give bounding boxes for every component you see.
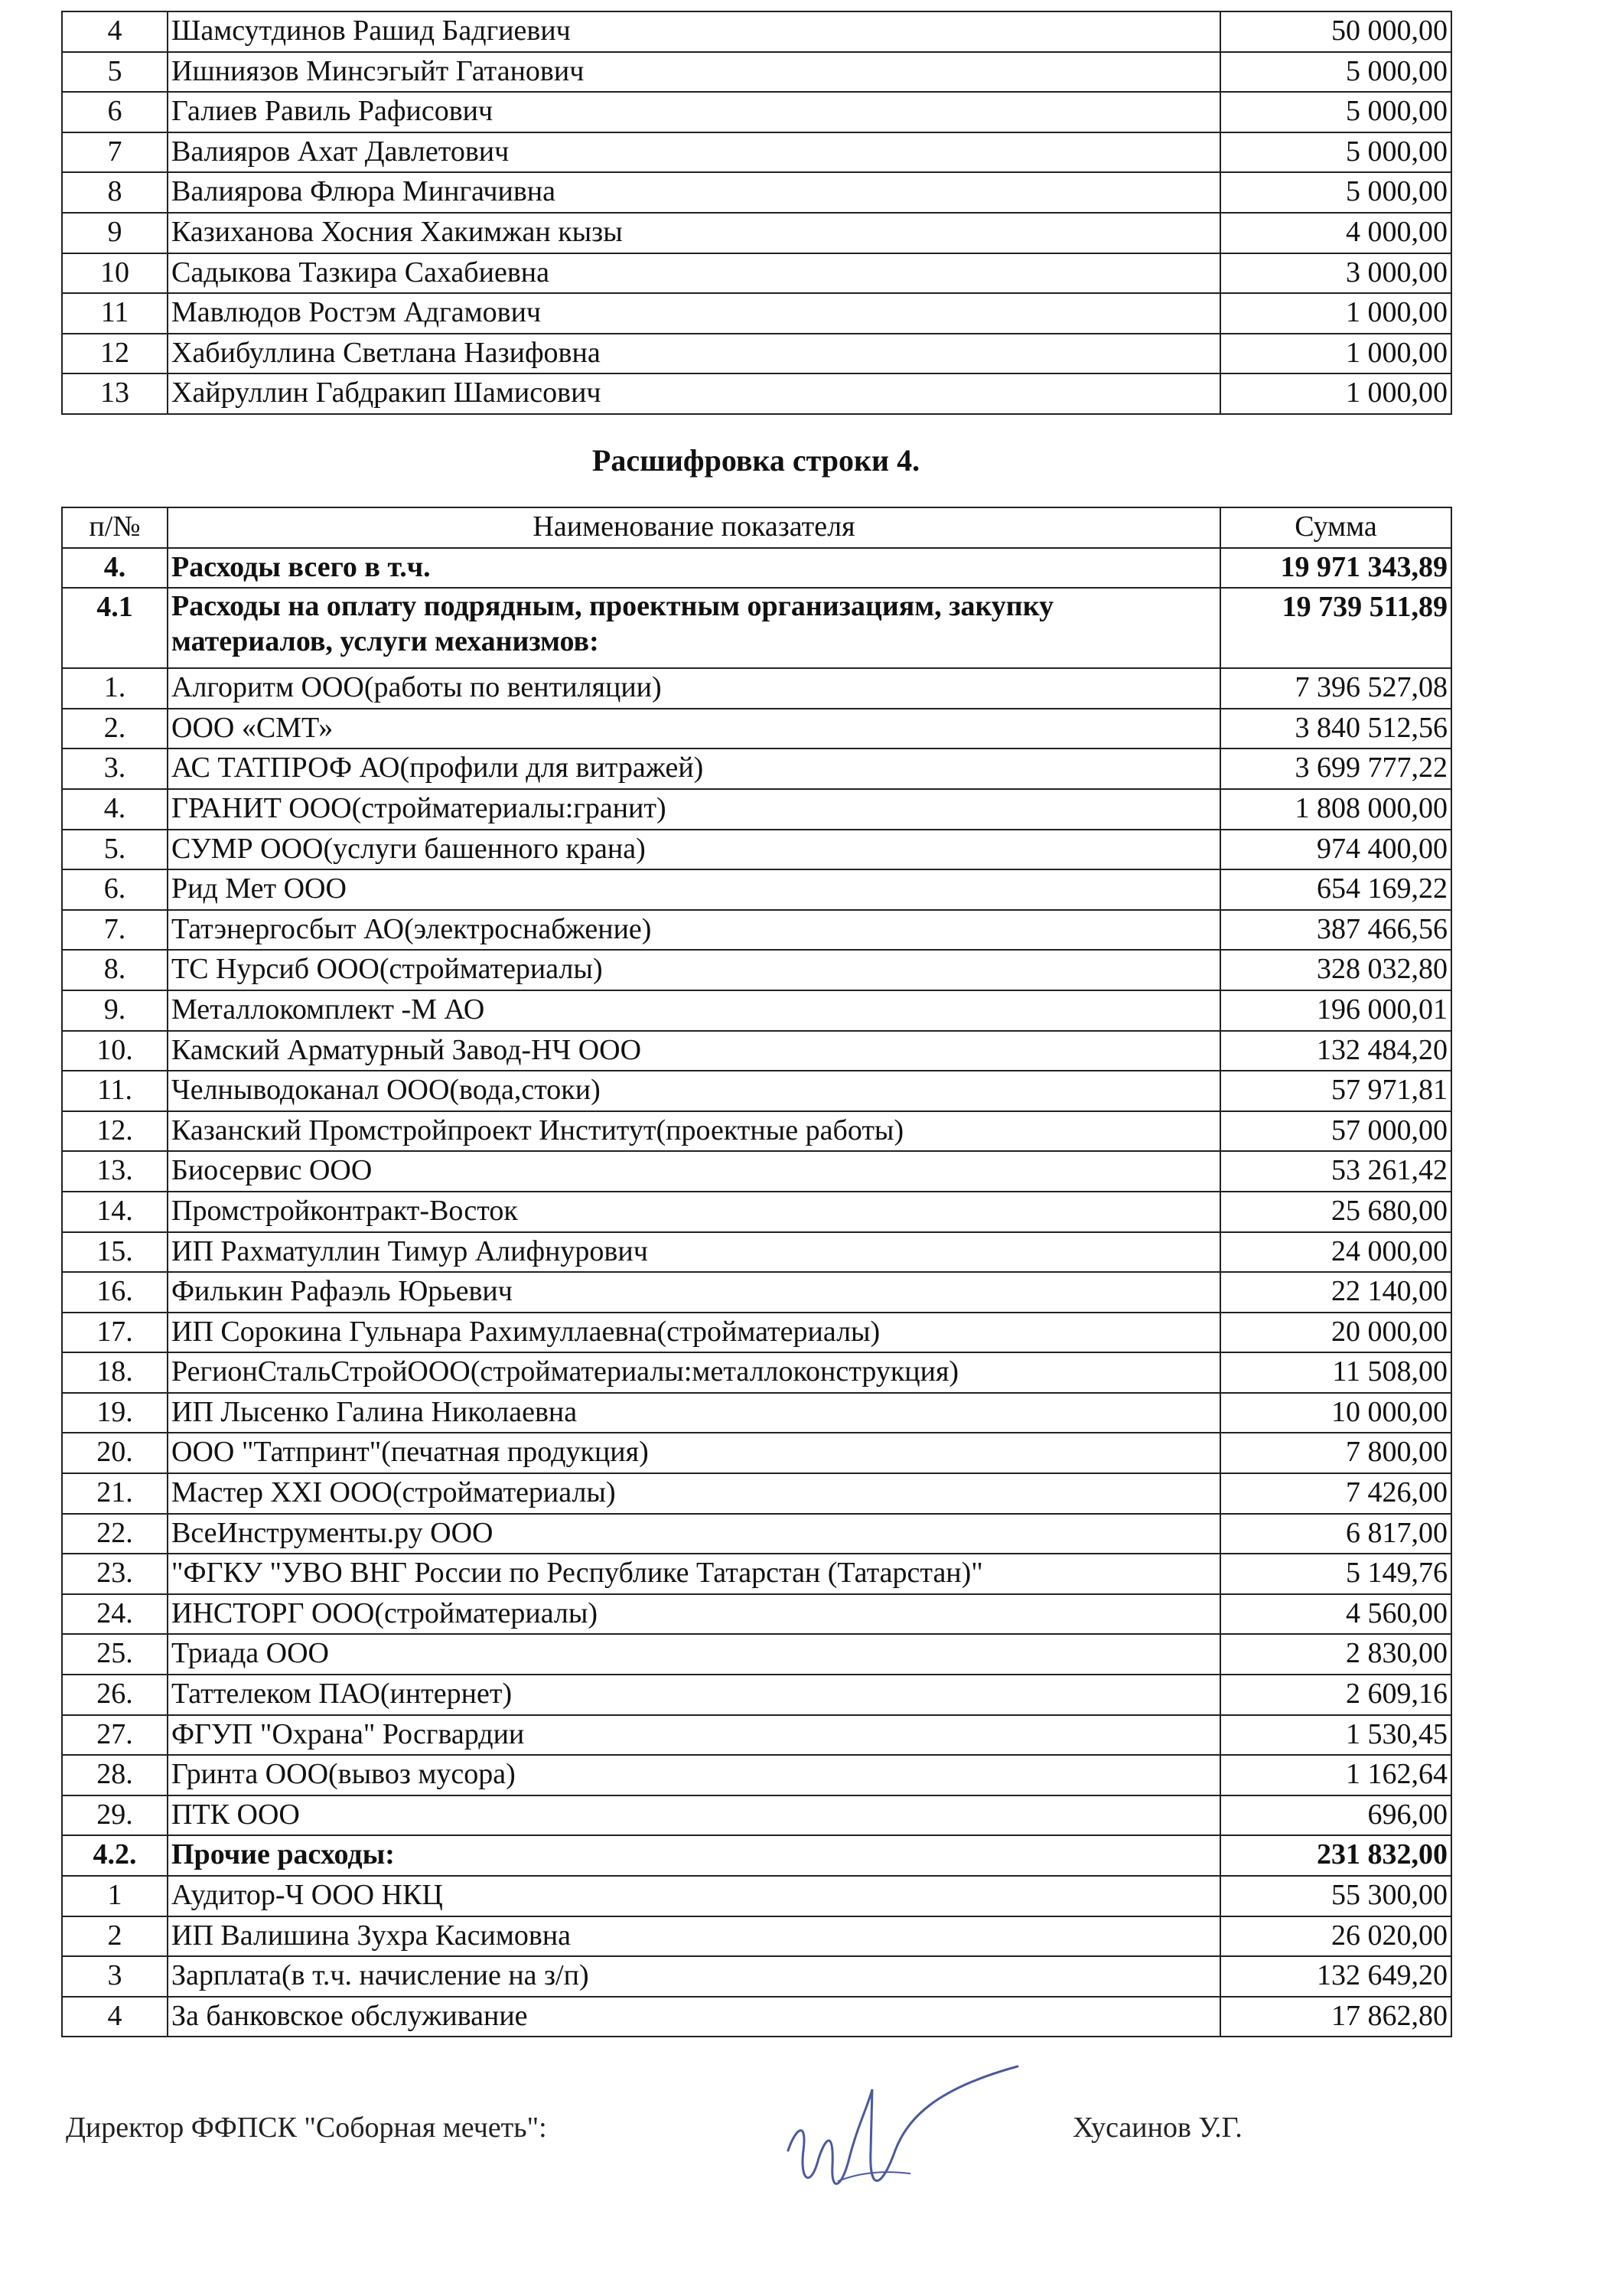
row-number: 25. <box>62 1634 168 1675</box>
row-amount: 654 169,22 <box>1220 869 1451 910</box>
row-number: 3. <box>62 748 168 789</box>
table-row <box>62 789 1451 830</box>
row-amount: 5 000,00 <box>1220 52 1451 93</box>
table-row <box>62 1956 1451 1997</box>
row-amount: 196 000,01 <box>1220 990 1451 1031</box>
row-name: ООО "Татпринт"(печатная продукция) <box>168 1433 1220 1473</box>
table-row <box>62 1313 1451 1353</box>
row-amount: 696,00 <box>1220 1795 1451 1836</box>
row-amount: 50 000,00 <box>1220 11 1451 52</box>
row-name: Биосервис ООО <box>168 1151 1220 1192</box>
row-number: 5 <box>62 52 168 93</box>
row-name: Рид Мет ООО <box>168 869 1220 910</box>
group1-amount: 19 739 511,89 <box>1220 588 1451 668</box>
row-amount: 2 609,16 <box>1220 1675 1451 1715</box>
total-amount: 19 971 343,89 <box>1220 548 1451 589</box>
group1-name: Расходы на оплату подрядным, проектным организациям, закупку материалов, услуги механизмов: <box>168 588 1220 668</box>
table-row <box>62 748 1451 789</box>
row-name: ИНСТОРГ ООО(стройматериалы) <box>168 1594 1220 1635</box>
row-number: 16. <box>62 1272 168 1313</box>
row-amount: 5 000,00 <box>1220 132 1451 173</box>
row-number: 27. <box>62 1715 168 1756</box>
table-row <box>62 1916 1451 1957</box>
row-amount: 328 032,80 <box>1220 950 1451 990</box>
row-number: 22. <box>62 1514 168 1554</box>
total-row <box>62 548 1451 589</box>
table-row <box>62 950 1451 990</box>
row-amount: 974 400,00 <box>1220 830 1451 870</box>
row-name: ВсеИнструменты.ру ООО <box>168 1514 1220 1554</box>
row-number: 24. <box>62 1594 168 1635</box>
row-amount: 24 000,00 <box>1220 1232 1451 1273</box>
table-row <box>62 132 1451 173</box>
row-number: 17. <box>62 1313 168 1353</box>
row-name: ИП Сорокина Гульнара Рахимуллаевна(стройматериалы) <box>168 1313 1220 1353</box>
table-row <box>62 213 1451 253</box>
row-name: ГРАНИТ ООО(стройматериалы:гранит) <box>168 789 1220 830</box>
table-row <box>62 253 1451 294</box>
row-amount: 3 840 512,56 <box>1220 709 1451 749</box>
donors-table <box>61 11 1452 415</box>
table-row <box>62 172 1451 213</box>
row-name: Таттелеком ПАО(интернет) <box>168 1675 1220 1715</box>
table-row <box>62 1352 1451 1393</box>
table-row <box>62 1715 1451 1756</box>
row-number: 2 <box>62 1916 168 1957</box>
row-number: 9. <box>62 990 168 1031</box>
row-amount: 132 649,20 <box>1220 1956 1451 1997</box>
row-number: 28. <box>62 1755 168 1795</box>
row-amount: 1 000,00 <box>1220 373 1451 414</box>
row-name: ТС Нурсиб ООО(стройматериалы) <box>168 950 1220 990</box>
table-row <box>62 1393 1451 1433</box>
signature-image <box>765 2059 1041 2227</box>
row-amount: 5 149,76 <box>1220 1554 1451 1594</box>
table-row <box>62 334 1451 374</box>
row-number: 6 <box>62 92 168 132</box>
row-number: 4 <box>62 1997 168 2037</box>
row-name: АС ТАТПРОФ АО(профили для витражей) <box>168 748 1220 789</box>
row-name: Татэнергосбыт АО(электроснабжение) <box>168 910 1220 951</box>
expenses-table <box>61 507 1452 2037</box>
row-number: 20. <box>62 1433 168 1473</box>
row-name: Камский Арматурный Завод-НЧ ООО <box>168 1031 1220 1071</box>
donors-table-body <box>62 11 1451 414</box>
table-row <box>62 668 1451 709</box>
row-name: Промстройконтракт-Восток <box>168 1192 1220 1232</box>
row-number: 15. <box>62 1232 168 1273</box>
row-number: 14. <box>62 1192 168 1232</box>
row-number: 23. <box>62 1554 168 1594</box>
row-name: Валияров Ахат Давлетович <box>168 132 1220 173</box>
table-row <box>62 869 1451 910</box>
table-row <box>62 1151 1451 1192</box>
table-row <box>62 1554 1451 1594</box>
row-name: ИП Лысенко Галина Николаевна <box>168 1393 1220 1433</box>
row-name: ИП Валишина Зухра Касимовна <box>168 1916 1220 1957</box>
row-amount: 20 000,00 <box>1220 1313 1451 1353</box>
row-number: 29. <box>62 1795 168 1836</box>
table-row <box>62 52 1451 93</box>
row-number: 1. <box>62 668 168 709</box>
table-row <box>62 1997 1451 2037</box>
row-name: Металлокомплект -М АО <box>168 990 1220 1031</box>
row-amount: 2 830,00 <box>1220 1634 1451 1675</box>
row-amount: 5 000,00 <box>1220 172 1451 213</box>
row-number: 7 <box>62 132 168 173</box>
row-amount: 1 162,64 <box>1220 1755 1451 1795</box>
row-name: ФГУП "Охрана" Росгвардии <box>168 1715 1220 1756</box>
row-number: 4 <box>62 11 168 52</box>
row-amount: 7 800,00 <box>1220 1433 1451 1473</box>
row-number: 12. <box>62 1111 168 1152</box>
group2-number: 4.2. <box>62 1835 168 1876</box>
row-name: Галиев Равиль Рафисович <box>168 92 1220 132</box>
section-title: Расшифровка строки 4. <box>591 443 920 478</box>
director-title: Директор ФФПСК "Соборная мечеть": <box>66 2112 547 2144</box>
row-number: 4. <box>62 789 168 830</box>
group1-row <box>62 588 1451 668</box>
row-name: ООО «СМТ» <box>168 709 1220 749</box>
table-row <box>62 1111 1451 1152</box>
row-name: Мастер XXI ООО(стройматериалы) <box>168 1473 1220 1514</box>
total-name: Расходы всего в т.ч. <box>168 548 1220 589</box>
row-number: 18. <box>62 1352 168 1393</box>
row-amount: 1 530,45 <box>1220 1715 1451 1756</box>
row-amount: 26 020,00 <box>1220 1916 1451 1957</box>
row-amount: 10 000,00 <box>1220 1393 1451 1433</box>
row-amount: 4 560,00 <box>1220 1594 1451 1635</box>
table-row <box>62 1634 1451 1675</box>
row-amount: 55 300,00 <box>1220 1876 1451 1916</box>
row-name: Филькин Рафаэль Юрьевич <box>168 1272 1220 1313</box>
row-number: 9 <box>62 213 168 253</box>
table-row <box>62 1514 1451 1554</box>
row-name: Хабибуллина Светлана Назифовна <box>168 334 1220 374</box>
row-amount: 1 000,00 <box>1220 293 1451 334</box>
row-amount: 3 000,00 <box>1220 253 1451 294</box>
row-amount: 22 140,00 <box>1220 1272 1451 1313</box>
row-number: 11 <box>62 293 168 334</box>
row-name: Триада ООО <box>168 1634 1220 1675</box>
table-row <box>62 1755 1451 1795</box>
table-row <box>62 293 1451 334</box>
row-amount: 132 484,20 <box>1220 1031 1451 1071</box>
row-number: 13 <box>62 373 168 414</box>
table-row <box>62 709 1451 749</box>
table-row <box>62 1031 1451 1071</box>
expenses-table-body <box>62 507 1451 2037</box>
row-name: Казиханова Хосния Хакимжан кызы <box>168 213 1220 253</box>
row-number: 19. <box>62 1393 168 1433</box>
row-name: Гринта ООО(вывоз мусора) <box>168 1755 1220 1795</box>
row-number: 10. <box>62 1031 168 1071</box>
header-number: п/№ <box>62 507 168 548</box>
row-amount: 11 508,00 <box>1220 1352 1451 1393</box>
row-amount: 25 680,00 <box>1220 1192 1451 1232</box>
group2-name: Прочие расходы: <box>168 1835 1220 1876</box>
table-row <box>62 1876 1451 1916</box>
row-number: 11. <box>62 1071 168 1111</box>
table-row <box>62 373 1451 414</box>
row-name: Хайруллин Габдракип Шамисович <box>168 373 1220 414</box>
row-name: Аудитор-Ч ООО НКЦ <box>168 1876 1220 1916</box>
row-name: Валиярова Флюра Мингачивна <box>168 172 1220 213</box>
group1-number: 4.1 <box>62 588 168 668</box>
row-amount: 7 396 527,08 <box>1220 668 1451 709</box>
table-row <box>62 1675 1451 1715</box>
table-row <box>62 11 1451 52</box>
row-number: 7. <box>62 910 168 951</box>
row-amount: 6 817,00 <box>1220 1514 1451 1554</box>
row-number: 26. <box>62 1675 168 1715</box>
row-name: Ишниязов Минсэгыйт Гатанович <box>168 52 1220 93</box>
row-number: 8 <box>62 172 168 213</box>
header-row <box>62 507 1451 548</box>
row-amount: 1 000,00 <box>1220 334 1451 374</box>
row-name: За банковское обслуживание <box>168 1997 1220 2037</box>
group2-row <box>62 1835 1451 1876</box>
row-name: Зарплата(в т.ч. начисление на з/п) <box>168 1956 1220 1997</box>
row-number: 21. <box>62 1473 168 1514</box>
row-name: Мавлюдов Ростэм Адгамович <box>168 293 1220 334</box>
row-amount: 5 000,00 <box>1220 92 1451 132</box>
signer-name: Хусаинов У.Г. <box>1073 2112 1243 2144</box>
table-row <box>62 1192 1451 1232</box>
table-row <box>62 92 1451 132</box>
row-amount: 3 699 777,22 <box>1220 748 1451 789</box>
row-name: СУМР ООО(услуги башенного крана) <box>168 830 1220 870</box>
row-name: РегионСтальСтройООО(стройматериалы:металлоконструкция) <box>168 1352 1220 1393</box>
row-number: 6. <box>62 869 168 910</box>
total-number: 4. <box>62 548 168 589</box>
table-row <box>62 1473 1451 1514</box>
table-row <box>62 1232 1451 1273</box>
row-number: 12 <box>62 334 168 374</box>
table-row <box>62 990 1451 1031</box>
row-number: 8. <box>62 950 168 990</box>
table-row <box>62 1795 1451 1836</box>
group2-amount: 231 832,00 <box>1220 1835 1451 1876</box>
header-name: Наименование показателя <box>168 507 1220 548</box>
row-name: Челныводоканал ООО(вода,стоки) <box>168 1071 1220 1111</box>
table-row <box>62 1433 1451 1473</box>
table-row <box>62 1594 1451 1635</box>
row-amount: 7 426,00 <box>1220 1473 1451 1514</box>
row-name: ПТК ООО <box>168 1795 1220 1836</box>
row-number: 13. <box>62 1151 168 1192</box>
row-number: 10 <box>62 253 168 294</box>
row-amount: 387 466,56 <box>1220 910 1451 951</box>
row-name: Садыкова Тазкира Сахабиевна <box>168 253 1220 294</box>
row-number: 1 <box>62 1876 168 1916</box>
row-number: 2. <box>62 709 168 749</box>
row-name: Казанский Промстройпроект Институт(проектные работы) <box>168 1111 1220 1152</box>
row-number: 3 <box>62 1956 168 1997</box>
row-amount: 1 808 000,00 <box>1220 789 1451 830</box>
row-amount: 17 862,80 <box>1220 1997 1451 2037</box>
row-name: Шамсутдинов Рашид Бадгиевич <box>168 11 1220 52</box>
row-amount: 57 000,00 <box>1220 1111 1451 1152</box>
table-row <box>62 1272 1451 1313</box>
table-row <box>62 1071 1451 1111</box>
row-name: Алгоритм ООО(работы по вентиляции) <box>168 668 1220 709</box>
row-amount: 57 971,81 <box>1220 1071 1451 1111</box>
row-amount: 53 261,42 <box>1220 1151 1451 1192</box>
row-name: "ФГКУ "УВО ВНГ России по Республике Татарстан (Татарстан)" <box>168 1554 1220 1594</box>
header-amount: Сумма <box>1220 507 1451 548</box>
row-number: 5. <box>62 830 168 870</box>
row-name: ИП Рахматуллин Тимур Алифнурович <box>168 1232 1220 1273</box>
table-row <box>62 830 1451 870</box>
table-row <box>62 910 1451 951</box>
row-amount: 4 000,00 <box>1220 213 1451 253</box>
